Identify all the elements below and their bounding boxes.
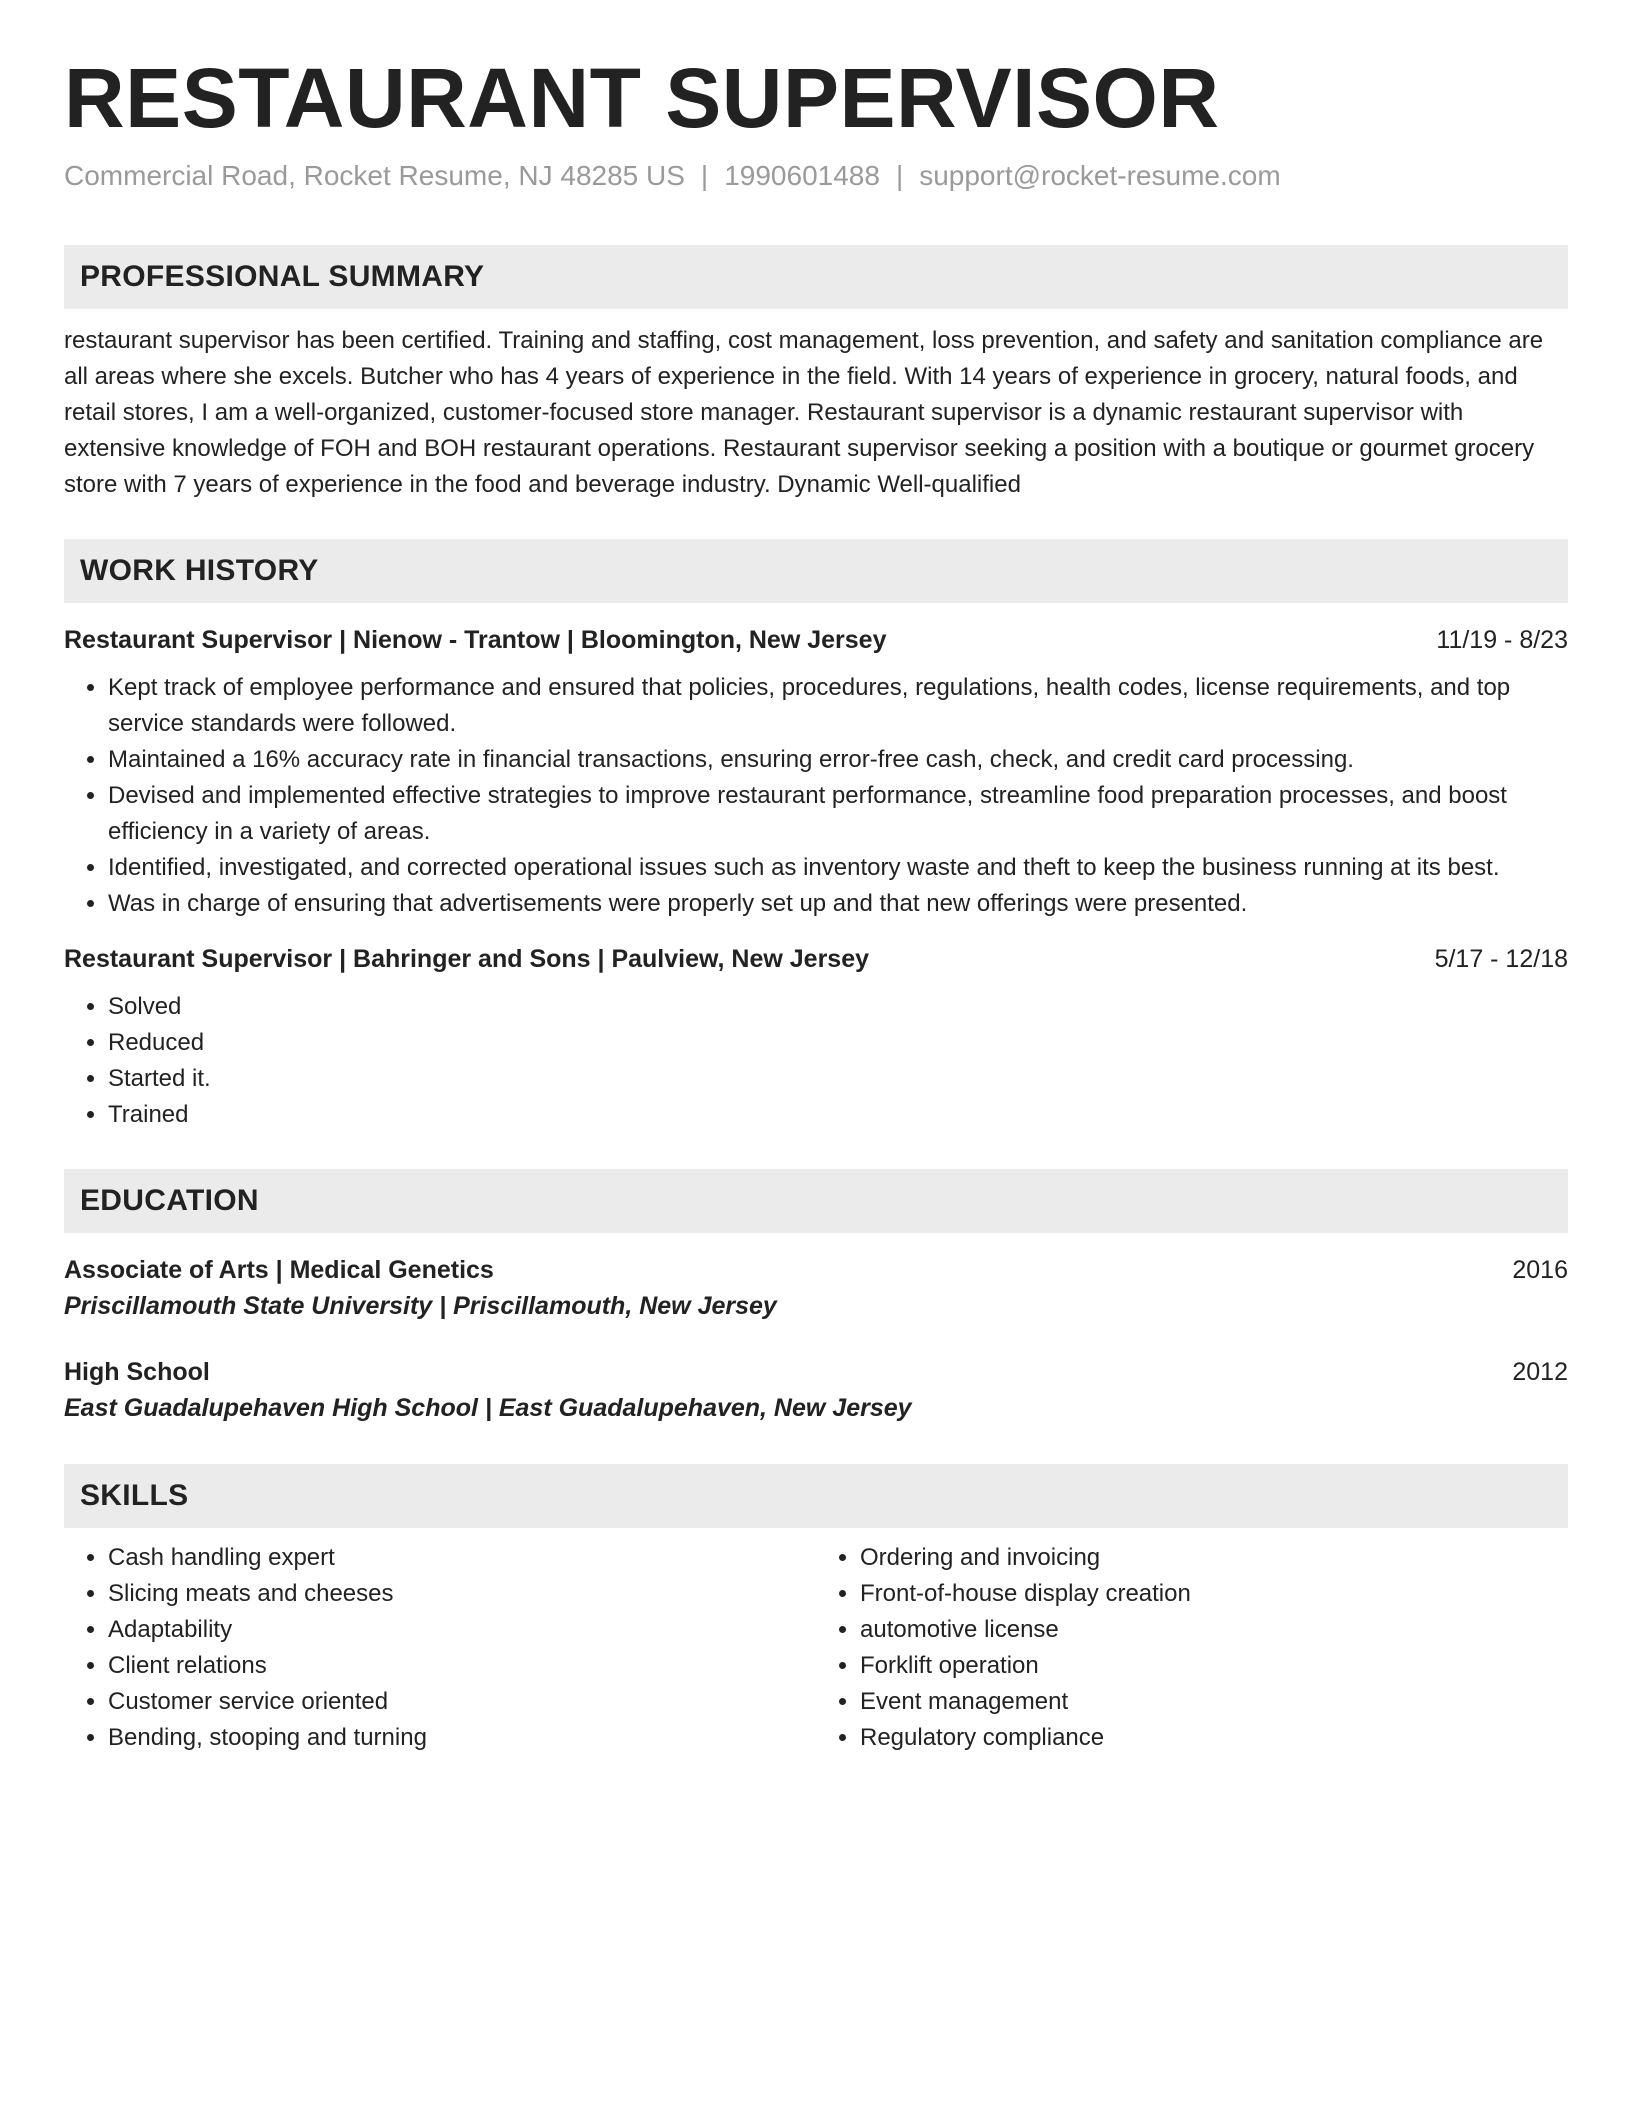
education-degree: High School xyxy=(64,1358,210,1387)
skills-grid xyxy=(64,1540,1568,1756)
skill-item: • Regulatory compliance xyxy=(860,1720,1568,1756)
work-history-heading: WORK HISTORY xyxy=(64,539,1568,603)
skill-item: • Customer service oriented xyxy=(108,1684,816,1720)
skill-item: • Client relations xyxy=(108,1648,816,1684)
job-dates: 11/19 - 8/23 xyxy=(1436,625,1568,654)
job-bullet: • Started it. xyxy=(108,1061,1568,1097)
skill-item: • Ordering and invoicing xyxy=(860,1540,1568,1576)
skill-item: • automotive license xyxy=(860,1612,1568,1648)
skills-heading: SKILLS xyxy=(64,1464,1568,1528)
contact-separator: | xyxy=(895,160,904,192)
contact-separator: | xyxy=(700,160,709,192)
skill-item: • Forklift operation xyxy=(860,1648,1568,1684)
skills-column-right xyxy=(816,1540,1568,1756)
job-bullet: • Identified, investigated, and corrected operational issues such as inventory waste and theft to keep the business running at its best. xyxy=(108,850,1568,886)
education-degree: Associate of Arts | Medical Genetics xyxy=(64,1255,494,1284)
education-header xyxy=(64,1355,1568,1390)
job-dates: 5/17 - 12/18 xyxy=(1434,944,1568,973)
job-bullet: • Maintained a 16% accuracy rate in financial transactions, ensuring error-free cash, check, and credit card processing. xyxy=(108,742,1568,778)
job-bullet: • Solved xyxy=(108,989,1568,1025)
contact-address: Commercial Road, Rocket Resume, NJ 48285 US xyxy=(64,160,685,192)
education-school: East Guadalupehaven High School | East Guadalupehaven, New Jersey xyxy=(64,1394,912,1423)
education-year: 2016 xyxy=(1512,1255,1568,1284)
job-bullets xyxy=(64,670,1568,922)
summary-text: restaurant supervisor has been certified. Training and staffing, cost management, loss prevention, and safety and sanitation compliance are all areas where she excels. Butcher who has 4 years of experience in the field. With 14 years of experience in grocery, natural foods, and retail stores, I am a well-organized, customer-focused store manager. Restaurant supervisor is a dynamic restaurant supervisor with extensive knowledge of FOH and BOH restaurant operations. Restaurant supervisor seeking a position with a boutique or gourmet grocery store with 7 years of experience in the food and beverage industry. Dynamic Well-qualified xyxy=(64,326,1544,498)
job-header xyxy=(64,623,1568,658)
skill-item: • Front-of-house display creation xyxy=(860,1576,1568,1612)
job-title: Restaurant Supervisor | Nienow - Trantow | Bloomington, New Jersey xyxy=(64,625,887,654)
education-school: Priscillamouth State University | Priscillamouth, New Jersey xyxy=(64,1291,777,1320)
job-bullet: • Devised and implemented effective strategies to improve restaurant performance, streamline food preparation processes, and boost efficiency in a variety of areas. xyxy=(108,778,1568,850)
job-bullet: • Reduced xyxy=(108,1025,1568,1061)
skill-item: • Bending, stooping and turning xyxy=(108,1720,816,1756)
job-header xyxy=(64,942,1568,977)
skill-item: • Adaptability xyxy=(108,1612,816,1648)
skill-item: • Cash handling expert xyxy=(108,1540,816,1576)
education-year: 2012 xyxy=(1512,1358,1568,1387)
summary-heading: PROFESSIONAL SUMMARY xyxy=(64,245,1568,309)
job-bullet: • Was in charge of ensuring that advertisements were properly set up and that new offerings were presented. xyxy=(108,886,1568,922)
job-entry xyxy=(64,942,1568,1133)
contact-email: support@rocket-resume.com xyxy=(919,160,1281,192)
education-entry xyxy=(64,1355,1568,1428)
skill-item: • Slicing meats and cheeses xyxy=(108,1576,816,1612)
skill-item: • Event management xyxy=(860,1684,1568,1720)
contact-line xyxy=(64,158,1568,194)
job-entry xyxy=(64,623,1568,922)
education-header xyxy=(64,1253,1568,1288)
candidate-name: RESTAURANT SUPERVISOR xyxy=(64,51,1220,145)
job-bullets xyxy=(64,989,1568,1133)
contact-phone: 1990601488 xyxy=(724,160,880,192)
education-entry xyxy=(64,1253,1568,1326)
skills-column-left xyxy=(64,1540,816,1756)
job-bullet: • Trained xyxy=(108,1097,1568,1133)
job-title: Restaurant Supervisor | Bahringer and Sons | Paulview, New Jersey xyxy=(64,944,870,973)
job-bullet: • Kept track of employee performance and ensured that policies, procedures, regulations, health codes, license requirements, and top service standards were followed. xyxy=(108,670,1568,742)
education-heading: EDUCATION xyxy=(64,1169,1568,1233)
